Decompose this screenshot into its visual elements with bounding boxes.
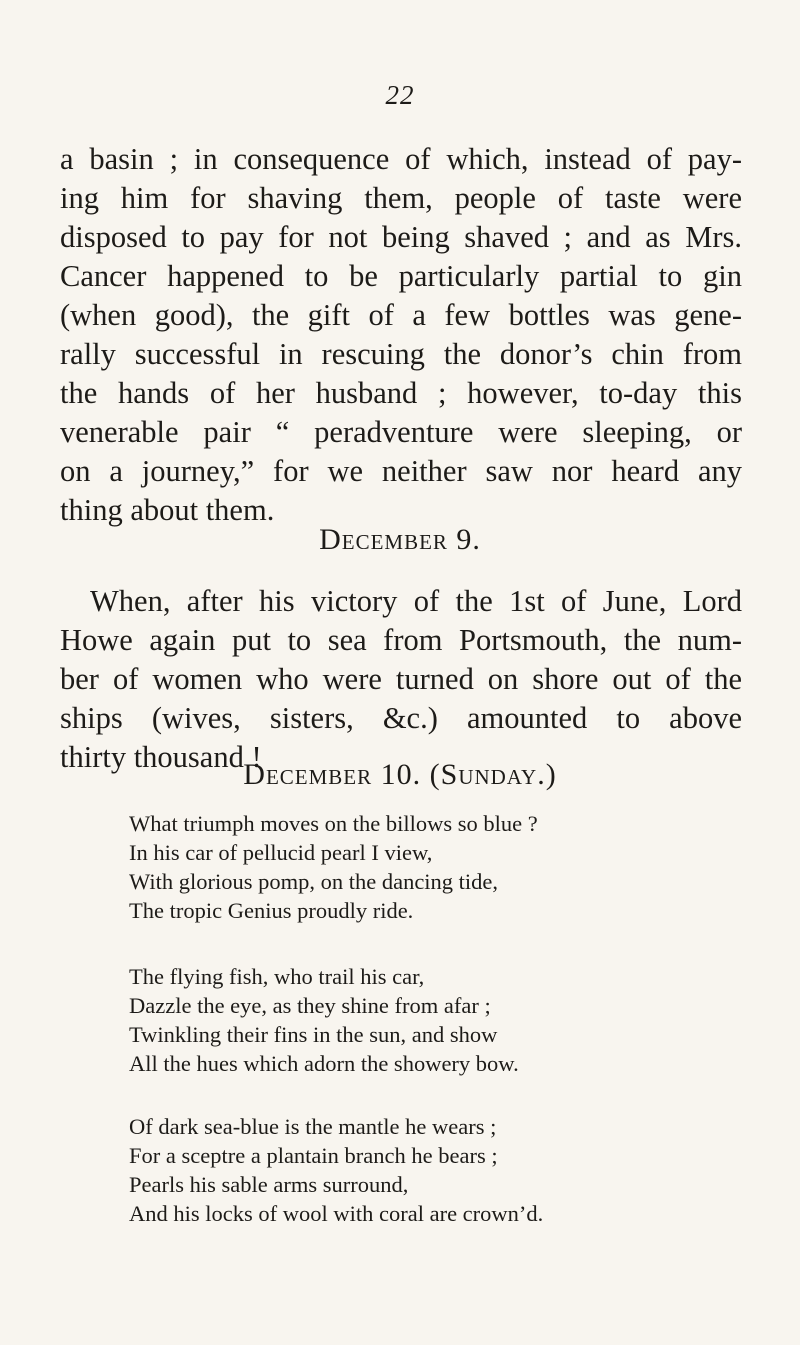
poem-line: With glorious pomp, on the dancing tide, [129,869,499,894]
poem-line: Twinkling their fins in the sun, and show [129,1022,498,1047]
poem-line: Of dark sea-blue is the mantle he wears ; [129,1114,497,1139]
section-heading-december-9: December 9. [319,523,481,556]
poem-line: And his locks of wool with coral are crown’d. [129,1201,544,1226]
paragraph-line: venerable pair “ peradventure were sleeping, or [60,415,742,449]
poem-line: The tropic Genius proudly ride. [129,898,414,923]
poem-line: Dazzle the eye, as they shine from afar ; [129,993,491,1018]
paragraph-line: on a journey,” for we neither saw nor heard any [60,454,742,488]
poem-stanza-1 [129,809,749,925]
paragraph-line: ing him for shaving them, people of taste were [60,181,742,215]
paragraph-line: ber of women who were turned on shore out of the [60,662,742,696]
paragraph-line: When, after his victory of the 1st of June, Lord [90,584,742,618]
paragraph-line: a basin ; in consequence of which, instead of pay- [60,142,742,176]
paragraph-2 [60,582,742,777]
paragraph-line: thirty thousand ! [60,740,262,774]
paragraph-line: (when good), the gift of a few bottles was gene- [60,298,742,332]
poem-stanza-2 [129,962,749,1078]
paragraph-line: thing about them. [60,493,275,527]
paragraph-line: the hands of her husband ; however, to-day this [60,376,742,410]
poem-line: The flying fish, who trail his car, [129,964,425,989]
paragraph-1 [60,140,742,530]
poem-stanza-3 [129,1112,749,1228]
poem-line: In his car of pellucid pearl I view, [129,840,433,865]
page-number: 22 [385,80,415,110]
poem-line: What triumph moves on the billows so blue ? [129,811,538,836]
paragraph-line: rally successful in rescuing the donor’s chin from [60,337,742,371]
paragraph-line: Cancer happened to be particularly partial to gin [60,259,742,293]
poem-line: All the hues which adorn the showery bow. [129,1051,519,1076]
paragraph-line: ships (wives, sisters, &c.) amounted to above [60,701,742,735]
paragraph-line: Howe again put to sea from Portsmouth, the num- [60,623,742,657]
poem-line: For a sceptre a plantain branch he bears ; [129,1143,498,1168]
poem-line: Pearls his sable arms surround, [129,1172,409,1197]
paragraph-line: disposed to pay for not being shaved ; and as Mrs. [60,220,742,254]
section-heading-december-10: December 10. (Sunday.) [243,758,557,791]
